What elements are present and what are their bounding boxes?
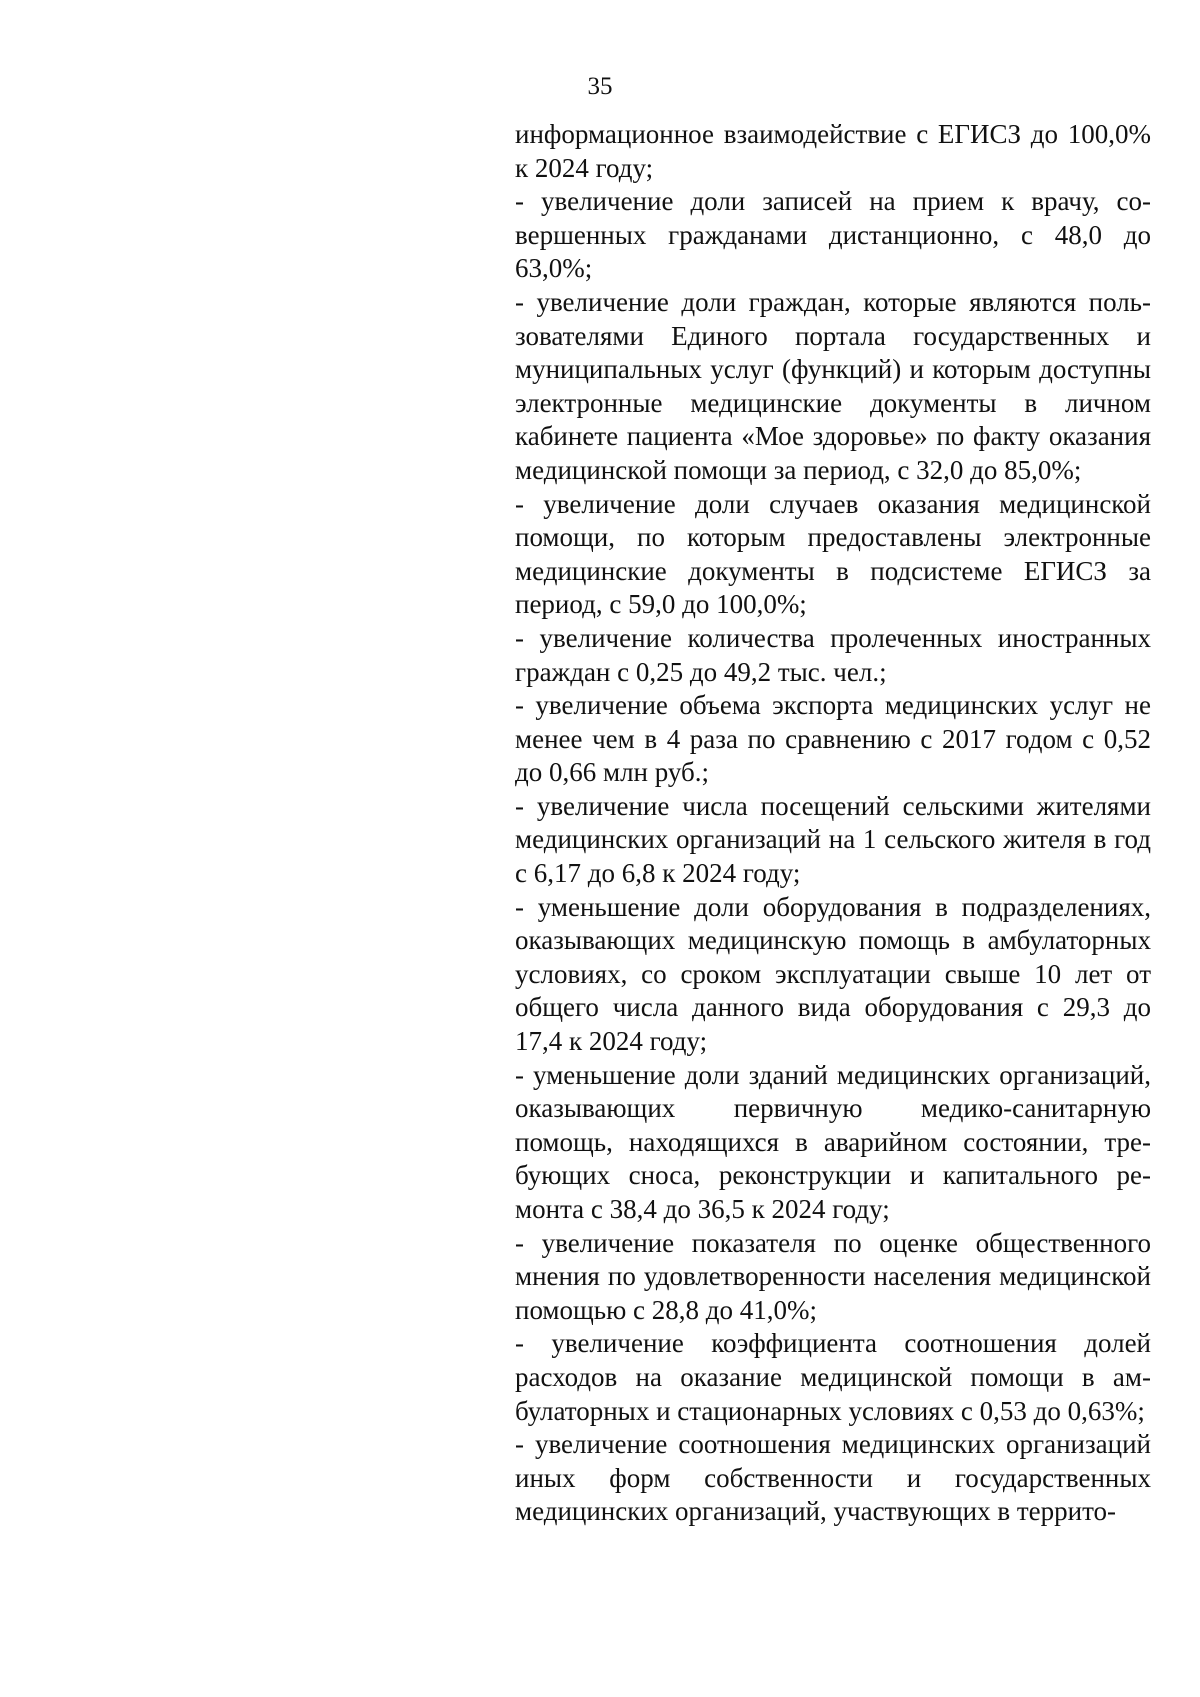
paragraph: - уменьшение доли оборудования в подразделениях, оказывающих медицинскую помощь в амбулаторных условиях, со сроком эксплуатации свыше 10 лет от общего числа данного вида оборудования с 29,3 до 17,4 к 2024 году; bbox=[515, 891, 1151, 1057]
paragraph: - увеличение соотношения медицинских организаций иных форм собственности и государственных медицинских организаций, участвующих в террито- bbox=[515, 1429, 1151, 1527]
paragraph: - увеличение коэффициента соотношения долей расходов на оказание медицинской помощи в амбулаторных и стационарных условиях с 0,53 до 0,63%; bbox=[515, 1328, 1151, 1426]
paragraph: - увеличение доли случаев оказания медицинской помощи, по которым предоставлены электронные медицинские документы в подсистеме ЕГИСЗ за период, с 59,0 до 100,0%; bbox=[515, 488, 1151, 620]
page-number: 35 bbox=[587, 73, 613, 100]
paragraph: - увеличение показателя по оценке общественного мнения по удовлетворенности населения медицинской помощью с 28,8 до 41,0%; bbox=[515, 1227, 1151, 1325]
paragraph: - увеличение количества пролеченных иностранных граждан с 0,25 до 49,2 тыс. чел.; bbox=[515, 622, 1151, 687]
paragraph: - увеличение доли граждан, которые являются пользователями Единого портала государственных и муниципальных услуг (функций) и которым доступны электронные медицинские документы в личном кабинете пациента «Мое здоровье» по факту оказания медицинской помощи за период, с 32,0 до 85,0%; bbox=[515, 286, 1151, 485]
paragraph: информационное взаимодействие с ЕГИСЗ до 100,0% к 2024 году; bbox=[515, 119, 1151, 183]
paragraph: - увеличение числа посещений сельскими жителями медицинских организаций на 1 сельского жителя в год с 6,17 до 6,8 к 2024 году; bbox=[515, 790, 1151, 889]
text-column bbox=[515, 118, 1151, 1529]
paragraph: - уменьшение доли зданий медицинских организаций, оказывающих первичную медико-санитарную помощь, находящихся в аварийном состоянии, требующих сноса, реконструкции и капитального ремонта с 38,4 до 36,5 к 2024 году; bbox=[515, 1059, 1151, 1224]
paragraph: - увеличение объема экспорта медицинских услуг не менее чем в 4 раза по сравнению с 2017 годом с 0,52 до 0,66 млн руб.; bbox=[515, 690, 1151, 788]
paragraph: - увеличение доли записей на прием к врачу, совершенных гражданами дистанционно, с 48,0 до 63,0%; bbox=[515, 186, 1151, 284]
